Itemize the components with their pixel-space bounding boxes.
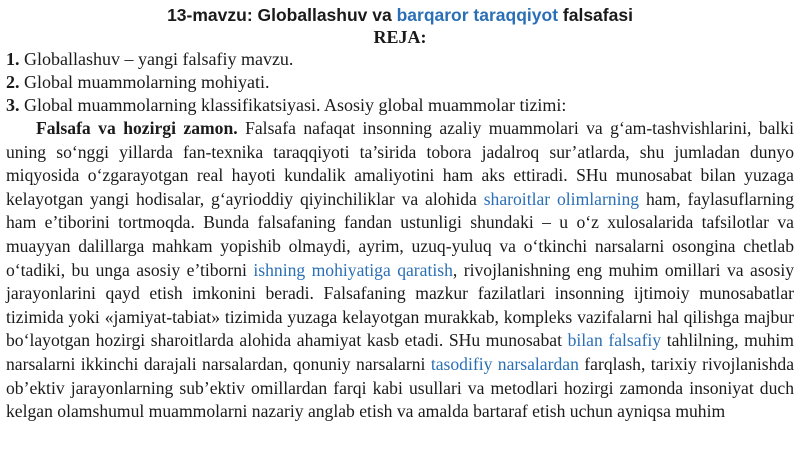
paragraph-link-3[interactable]: bilan falsafiy bbox=[567, 330, 662, 351]
title-part-2: falsafasi bbox=[558, 5, 633, 25]
title-link[interactable]: barqaror taraqqiyot bbox=[396, 5, 559, 25]
plan-item-number: 1. bbox=[6, 49, 20, 69]
plan-item-number: 3. bbox=[6, 95, 20, 115]
paragraph-text-3: , rivojlanishning eng muhim omillari va asosiy jarayonlarini qayd etish imkonini beradi. Falsafaning mazkur fazilatlari insonning ijtimoiy munosabatlar tizimida yoki «jamiyat-tabiat» tizimida yuzaga kelayotgan murakkab, kompleks vazifalarni hal qilishga majbur bo‘layotgan hozirgi sharoitlarda alohida ahamiyat kasb etadi. SHu munosabat bbox=[6, 259, 795, 351]
paragraph-link-4[interactable]: tasodifiy narsalardan bbox=[430, 353, 579, 374]
paragraph-text-5: farqlash, tarixiy rivojlanishda ob’ektiv jarayonlarning sub’ektiv omillardan farqi kabi usullari va metodlari hozirgi zamonda insoniyat duch kelgan olamshumul muammolarni nazariy anglab etish va amalda bartaraf etish uchun ayniqsa muhim bbox=[6, 353, 795, 422]
title-part-1: 13-mavzu: Globallashuv va bbox=[167, 5, 397, 25]
paragraph-link-1[interactable]: sharoitlar olimlarning bbox=[483, 188, 640, 209]
plan-item-1 bbox=[6, 48, 794, 71]
paragraph-link-2[interactable]: ishning mohiyatiga qaratish bbox=[253, 259, 453, 280]
paragraph-lead: Falsafa va hozirgi zamon. bbox=[36, 118, 238, 138]
plan-item-text: Global muammolarning mohiyati. bbox=[19, 72, 270, 92]
paragraph-text-4: tahlilning, muhim narsalarni ikkinchi darajali narsalardan, qonuniy narsalarni bbox=[6, 330, 794, 374]
plan-item-text: Global muammolarning klassifikatsiyasi. Asosiy global muammolar tizimi: bbox=[19, 95, 567, 115]
body-paragraph bbox=[6, 117, 794, 424]
page-title bbox=[6, 4, 794, 26]
document-page bbox=[6, 4, 794, 424]
paragraph-text-1: Falsafa nafaqat insonning azaliy muammolari va g‘am-tashvishlarini, balki uning so‘nggi yillarda fan-texnika taraqqiyoti ta’sirida tobora jadalroq sur’atlarda, shu jumladan dunyo miqyosida o‘zgarayotgan real hayoti kundalik amaliyotini ham aks ettiradi. SHu munosabat bilan yuzaga kelayotgan yangi hodisalar, g‘ayrioddiy qiyinchiliklar va alohida bbox=[6, 118, 794, 209]
plan-item-number: 2. bbox=[6, 72, 20, 92]
paragraph-text-2: ham, faylasuflarning ham e’tiborini tortmoqda. Bunda falsafaning fandan ustunligi shundaki – u o‘z xulosalarida tafsilotlar va muayyan dalillarga mahkam yopishib olmaydi, ayrim, uzuq-yuluq va o‘tkinchi narsalarni osongina chetlab o‘tadiki, bu unga asosiy e’tiborni bbox=[6, 188, 794, 280]
plan-heading: REJA: bbox=[373, 27, 427, 47]
plan-item-text: Globallashuv – yangi falsafiy mavzu. bbox=[19, 49, 294, 69]
plan-item-2 bbox=[6, 71, 794, 94]
plan-item-3 bbox=[6, 94, 794, 117]
